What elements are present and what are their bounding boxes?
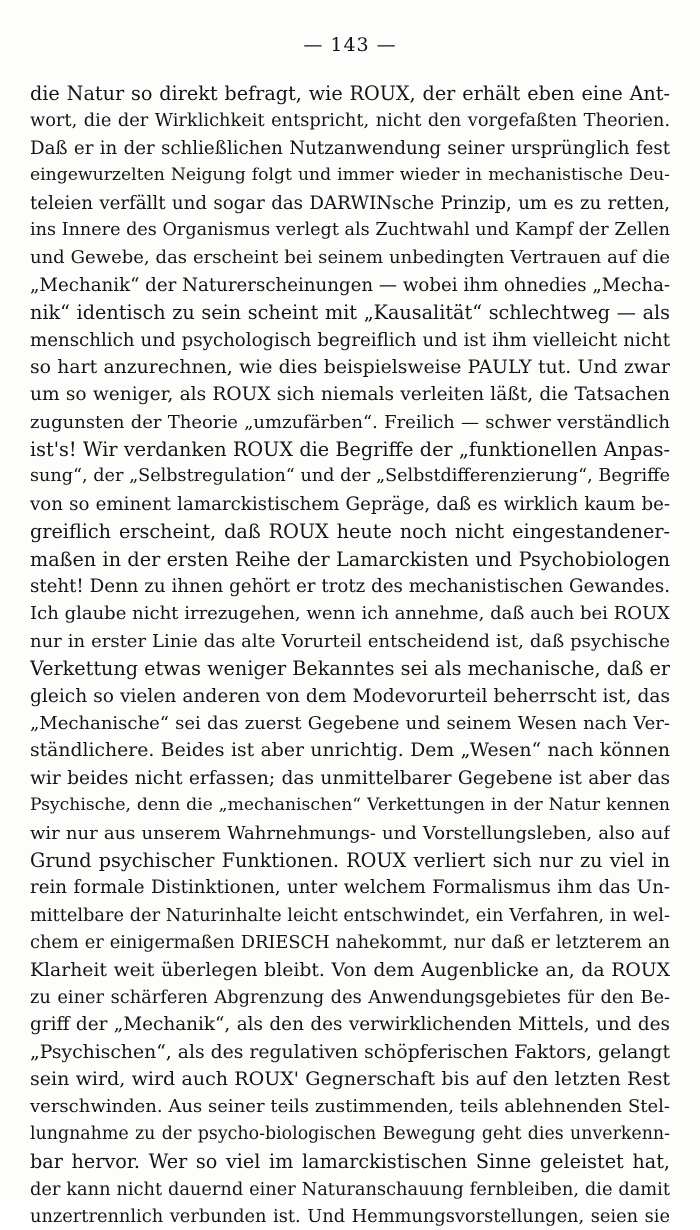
text-line: eingewurzelten Neigung folgt und immer wieder in mechanistische Deu- — [30, 165, 670, 186]
text-line: sung“, der „Selbstregulation“ und der „Selbstdifferenzierung“, Begriffe — [30, 466, 670, 487]
text-line: Ich glaube nicht irrezugehen, wenn ich annehme, daß auch bei ROUX — [30, 603, 670, 625]
text-line: Grund psychischer Funktionen. ROUX verliert sich nur zu viel in — [30, 848, 670, 872]
text-line: zu einer schärferen Abgrenzung des Anwendungsgebietes für den Be- — [30, 986, 670, 1008]
text-line: „Mechanik“ der Naturerscheinungen — wobei ihm ohnedies „Mecha- — [30, 274, 670, 296]
text-line: ständlichere. Beides ist aber unrichtig. Dem „Wesen“ nach können — [30, 740, 670, 762]
text-line: der kann nicht dauernd einer Naturanschauung fernbleiben, die damit — [30, 1178, 670, 1200]
text-line: bar hervor. Wer so viel im lamarckistischen Sinne geleistet hat, — [30, 1150, 670, 1174]
text-line: wort, die der Wirklichkeit entspricht, nicht den vorgefaßten Theorien. — [30, 110, 670, 132]
text-line: um so weniger, als ROUX sich niemals verleiten läßt, die Tatsachen — [30, 384, 670, 406]
text-line: und Gewebe, das erscheint bei seinem unbedingten Vertrauen auf die — [30, 247, 670, 269]
text-line: nik“ identisch zu sein scheint mit „Kausalität“ schlechtweg — als — [30, 301, 670, 325]
text-line: unzertrennlich verbunden ist. Und Hemmungsvorstellungen, seien sie — [30, 1206, 670, 1228]
text-line: gleich so vielen anderen von dem Modevorurteil beherrscht ist, das — [30, 685, 670, 707]
text-line: verschwinden. Aus seiner teils zustimmenden, teils ablehnenden Stel- — [30, 1096, 670, 1118]
text-line: griff der „Mechanik“, als den des verwirklichenden Mittels, und des — [30, 1014, 670, 1036]
text-line: die Natur so direkt befragt, wie ROUX, der erhält eben eine Ant- — [30, 82, 670, 105]
text-line: ins Innere des Organismus verlegt als Zuchtwahl und Kampf der Zellen — [30, 219, 670, 240]
page-number: — 143 — — [303, 34, 397, 56]
text-line: wir beides nicht erfassen; das unmittelbarer Gegebene ist aber das — [30, 767, 670, 789]
text-line: „Mechanische“ sei das zuerst Gegebene und seinem Wesen nach Ver- — [30, 712, 670, 734]
text-line: Klarheit weit überlegen bleibt. Von dem Augenblicke an, da ROUX — [30, 959, 670, 981]
text-line: chem er einigermaßen DRIESCH nahekommt, nur daß er letzterem an — [30, 932, 670, 954]
text-line: maßen in der ersten Reihe der Lamarckisten und Psychobiologen — [30, 547, 670, 571]
text-line: greiflich erscheint, daß ROUX heute noch nicht eingestandener- — [30, 520, 670, 544]
text-line: rein formale Distinktionen, unter welchem Formalismus ihm das Un- — [30, 877, 670, 899]
text-line: ist's! Wir verdanken ROUX die Begriffe der „funktionellen Anpas- — [30, 438, 670, 462]
text-line: wir nur aus unserem Wahrnehmungs- und Vorstellungsleben, also auf — [30, 822, 670, 844]
body-text — [30, 80, 670, 1230]
text-line: Psychische, denn die „mechanischen“ Verkettungen in der Natur kennen — [30, 795, 670, 816]
text-line: sein wird, wird auch ROUX' Gegnerschaft bis auf den letzten Rest — [30, 1068, 670, 1091]
text-line: Verkettung etwas weniger Bekanntes sei als mechanische, daß er — [30, 657, 670, 681]
text-line: zugunsten der Theorie „umzufärben“. Freilich — schwer verständlich — [30, 411, 670, 433]
text-line: von so eminent lamarckistischem Gepräge, daß es wirklich kaum be- — [30, 493, 670, 515]
text-line: „Psychischen“, als des regulativen schöpferischen Faktors, gelangt — [30, 1041, 670, 1063]
text-line: Daß er in der schließlichen Nutzanwendung seiner ursprünglich fest — [30, 137, 670, 159]
text-line: nur in erster Linie das alte Vorurteil entscheidend ist, daß psychische — [30, 630, 670, 652]
text-line: steht! Denn zu ihnen gehört er trotz des mechanistischen Gewandes. — [30, 576, 670, 598]
text-line: lungnahme zu der psycho-biologischen Bewegung geht dies unverkenn- — [30, 1123, 670, 1144]
text-line: mittelbare der Naturinhalte leicht entschwindet, ein Verfahren, in wel- — [30, 904, 670, 926]
text-line: menschlich und psychologisch begreiflich und ist ihm vielleicht nicht — [30, 329, 670, 351]
text-line: so hart anzurechnen, wie dies beispielsweise PAULY tut. Und zwar — [30, 356, 670, 378]
text-line: teleien verfällt und sogar das DARWINsche Prinzip, um es zu retten, — [30, 192, 670, 214]
